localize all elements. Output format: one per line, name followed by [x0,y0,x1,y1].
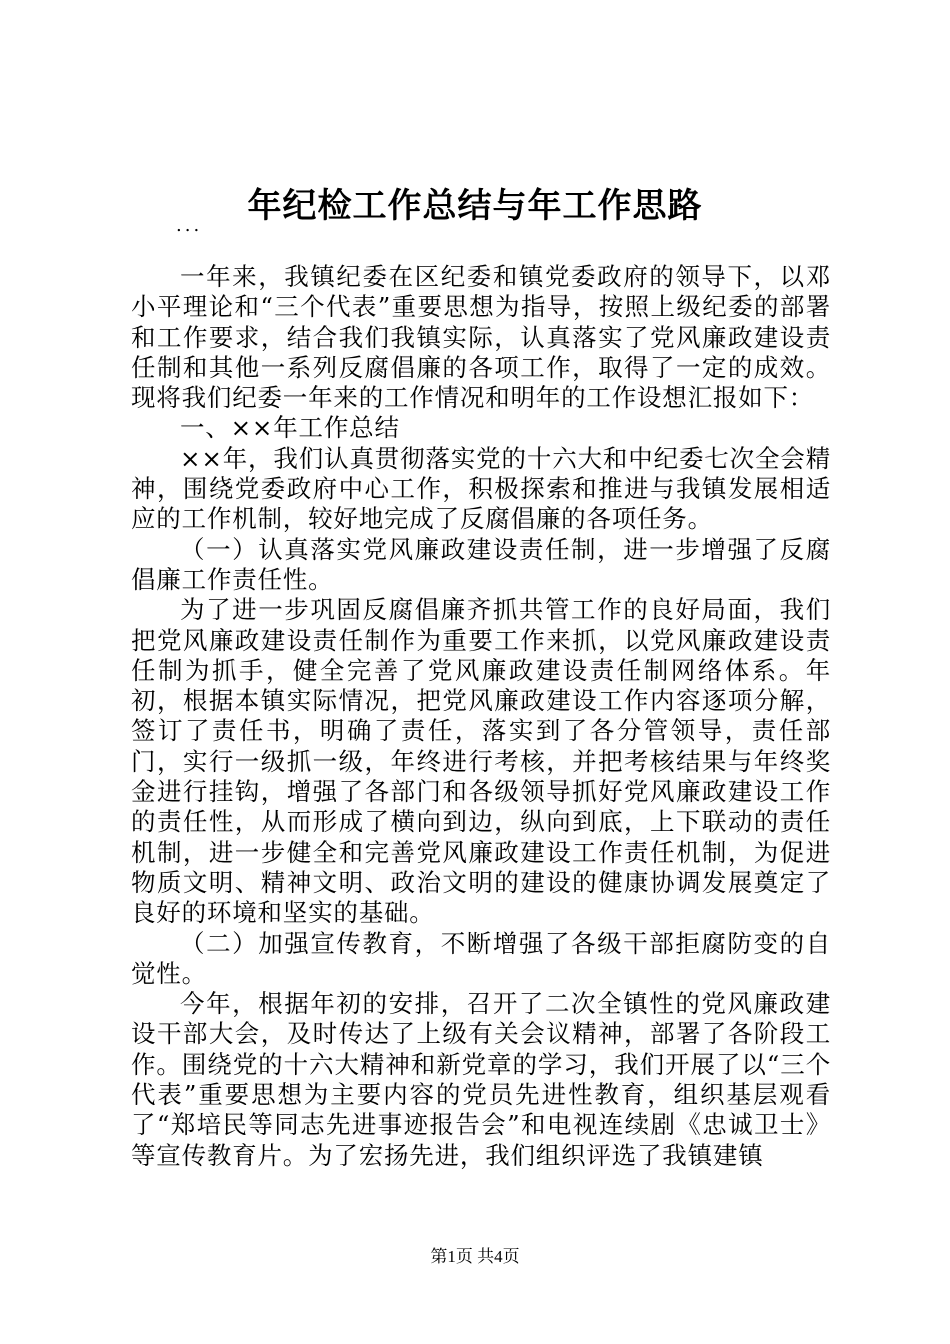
page-footer: 第1页 共4页 [430,1247,520,1266]
paragraph-intro: 一年来，我镇纪委在区纪委和镇党委政府的领导下，以邓小平理论和“三个代表”重要思想为指导，按照上级纪委的部署和工作要求，结合我们我镇实际，认真落实了党风廉政建设责任制和其他一系列反腐倡廉的各项工作，取得了一定的成效。现将我们纪委一年来的工作情况和明年的工作设想汇报如下： [131,262,831,413]
section-heading-summary: 一、××年工作总结 [180,413,400,443]
ellipsis-marker: ... [176,215,203,236]
subsection-heading-1: （一）认真落实党风廉政建设责任制，进一步增强了反腐倡廉工作责任性。 [131,534,831,594]
paragraph-responsibility: 为了进一步巩固反腐倡廉齐抓共管工作的良好局面，我们把党风廉政建设责任制作为重要工作来抓，以党风廉政建设责任制为抓手，健全完善了党风廉政建设责任制网络体系。年初，根据本镇实际情况，把党风廉政建设工作内容逐项分解，签订了责任书，明确了责任，落实到了各分管领导，责任部门，实行一级抓一级，年终进行考核，并把考核结果与年终奖金进行挂钩，增强了各部门和各级领导抓好党风廉政建设工作的责任性，从而形成了横向到边，纵向到底，上下联动的责任机制，进一步健全和完善党风廉政建设工作责任机制，为促进物质文明、精神文明、政治文明的建设的健康协调发展奠定了良好的环境和坚实的基础。 [131,595,831,928]
document-title: 年纪检工作总结与年工作思路 [247,186,703,226]
paragraph-overview: ××年，我们认真贯彻落实党的十六大和中纪委七次全会精神，围绕党委政府中心工作，积极探索和推进与我镇发展相适应的工作机制，较好地完成了反腐倡廉的各项任务。 [131,443,831,534]
subsection-heading-2: （二）加强宣传教育，不断增强了各级干部拒腐防变的自觉性。 [131,928,831,988]
document-body [131,262,831,1171]
paragraph-education: 今年，根据年初的安排，召开了二次全镇性的党风廉政建设干部大会，及时传达了上级有关会议精神，部署了各阶段工作。围绕党的十六大精神和新党章的学习，我们开展了以“三个代表”重要思想为主要内容的党员先进性教育，组织基层观看了“郑培民等同志先进事迹报告会”和电视连续剧《忠诚卫士》等宣传教育片。为了宏扬先进，我们组织评选了我镇建镇 [131,989,831,1170]
